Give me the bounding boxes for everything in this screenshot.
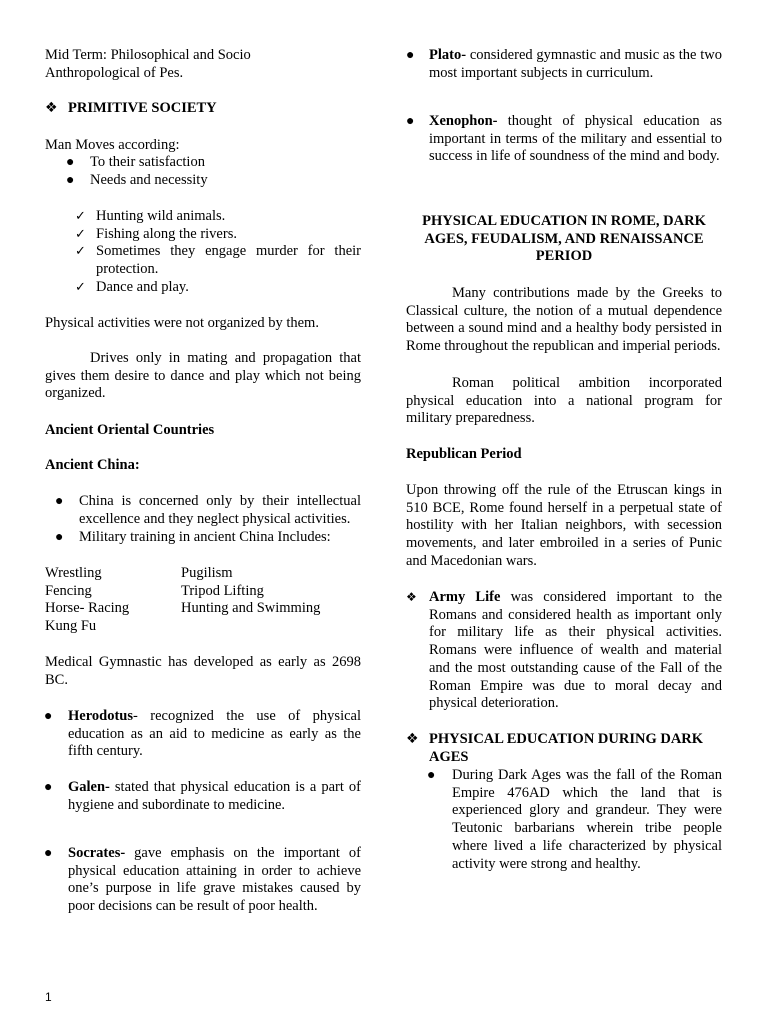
checkmark-icon: ✓ bbox=[75, 280, 86, 295]
doc-title: Mid Term: Philosophical and Socio Anthropological of Pes. bbox=[45, 47, 251, 81]
diamond-bullet-icon: ❖ bbox=[45, 100, 58, 116]
dark-ages-text: During Dark Ages was the fall of the Roman Empire 476AD which the land that is experienced glory and grandeur. They were Teutonic barbarians wherein tribe people where lived a life characterized by physical activity were strong and healthy. bbox=[452, 767, 722, 872]
rome-paragraph-2: Roman political ambition incorporated physical education into a national program for military preparedness. bbox=[406, 375, 722, 427]
check-item: Fishing along the rivers. bbox=[96, 226, 237, 242]
man-moves-text: Man Moves according: bbox=[45, 137, 180, 153]
sport-item: Kung Fu bbox=[45, 618, 97, 634]
primitive-society-heading: PRIMITIVE SOCIETY bbox=[68, 100, 217, 116]
checkmark-icon: ✓ bbox=[75, 227, 86, 242]
check-item: Sometimes they engage murder for their protection. bbox=[96, 243, 361, 277]
name-separator: - bbox=[133, 708, 138, 724]
bullet-icon: ● bbox=[427, 768, 436, 783]
person-name: Socrates- bbox=[68, 845, 126, 861]
socrates-item bbox=[68, 845, 361, 916]
diamond-bullet-icon: ❖ bbox=[406, 590, 417, 604]
person-name: Xenophon- bbox=[429, 113, 498, 129]
china-bullet: China is concerned only by their intellectual excellence and they neglect physical activities. bbox=[79, 493, 361, 527]
page-number: 1 bbox=[45, 990, 52, 1004]
sport-item: Hunting and Swimming bbox=[181, 600, 321, 616]
person-name: Plato- bbox=[429, 47, 467, 63]
bullet-icon: ● bbox=[406, 48, 415, 63]
checkmark-icon: ✓ bbox=[75, 209, 86, 224]
army-life-text: was considered important to the Romans and considered health as important only for military life as their physical activities. Romans were influence of wealth and material and the most outstanding cause of the Fall of the Roman Empire was due to moral decay and physical deterioration. bbox=[429, 589, 723, 712]
rome-heading: PHYSICAL EDUCATION IN ROME, DARK AGES, FEUDALISM, AND RENAISSANCE PERIOD bbox=[422, 213, 706, 265]
moves-item: To their satisfaction bbox=[90, 154, 205, 170]
herodotus-item bbox=[68, 708, 361, 761]
bullet-icon: ● bbox=[55, 530, 64, 545]
army-life-label: Army Life bbox=[429, 589, 501, 605]
sport-item: Fencing bbox=[45, 583, 92, 599]
republican-heading: Republican Period bbox=[406, 446, 522, 462]
sport-item: Pugilism bbox=[181, 565, 233, 581]
army-life-item bbox=[429, 589, 722, 713]
bullet-icon: ● bbox=[66, 155, 75, 170]
moves-item: Needs and necessity bbox=[90, 172, 208, 188]
check-item: Hunting wild animals. bbox=[96, 208, 226, 224]
person-text: stated that physical education is a part of hygiene and subordinate to medicine. bbox=[68, 779, 361, 813]
drives-paragraph: Drives only in mating and propagation that gives them desire to dance and play which not being organized. bbox=[45, 350, 361, 402]
xenophon-item bbox=[429, 113, 722, 166]
bullet-icon: ● bbox=[44, 780, 53, 795]
person-text: gave emphasis on the important of physical education attaining in order to achieve one’s purpose in life grave mistakes caused by poor decisions can be result of poor health. bbox=[68, 845, 361, 915]
galen-item bbox=[68, 779, 361, 814]
person-name: Galen- bbox=[68, 779, 110, 795]
bullet-icon: ● bbox=[55, 494, 64, 509]
person-text: thought of physical education as important in terms of the military and essential to success in life of soundness of the mind and body. bbox=[429, 113, 722, 165]
china-heading: Ancient China: bbox=[45, 457, 140, 473]
sport-item: Horse- Racing bbox=[45, 600, 130, 616]
china-bullet: Military training in ancient China Includes: bbox=[79, 529, 331, 545]
bullet-icon: ● bbox=[406, 114, 415, 129]
medical-gymnastic-text: Medical Gymnastic has developed as early as 2698 BC. bbox=[45, 654, 361, 688]
bullet-icon: ● bbox=[66, 173, 75, 188]
rome-paragraph-1: Many contributions made by the Greeks to Classical culture, the notion of a mutual dependence between a sound mind and a healthy body persisted in Rome throughout the republican and imperial periods. bbox=[406, 285, 722, 355]
bullet-icon: ● bbox=[44, 846, 53, 861]
republican-paragraph: Upon throwing off the rule of the Etruscan kings in 510 BCE, Rome found herself in a perpetual state of hostility with her Italian neighbors, with secession movements, and later embroiled in a series of Punic and Macedonian wars. bbox=[406, 482, 722, 569]
person-name: Herodotus bbox=[68, 708, 133, 724]
plato-item bbox=[429, 47, 722, 82]
person-text: considered gymnastic and music as the two most important subjects in curriculum. bbox=[429, 47, 722, 81]
check-item: Dance and play. bbox=[96, 279, 189, 295]
sport-item: Wrestling bbox=[45, 565, 102, 581]
dark-ages-heading: PHYSICAL EDUCATION DURING DARK AGES bbox=[429, 731, 704, 765]
checkmark-icon: ✓ bbox=[75, 244, 86, 259]
person-text: recognized the use of physical education as an aid to medicine as early as the fifth century. bbox=[68, 708, 361, 760]
bullet-icon: ● bbox=[44, 709, 53, 724]
not-organized-text: Physical activities were not organized by them. bbox=[45, 315, 319, 331]
sport-item: Tripod Lifting bbox=[181, 583, 264, 599]
oriental-heading: Ancient Oriental Countries bbox=[45, 422, 215, 438]
diamond-bullet-icon: ❖ bbox=[406, 731, 419, 747]
